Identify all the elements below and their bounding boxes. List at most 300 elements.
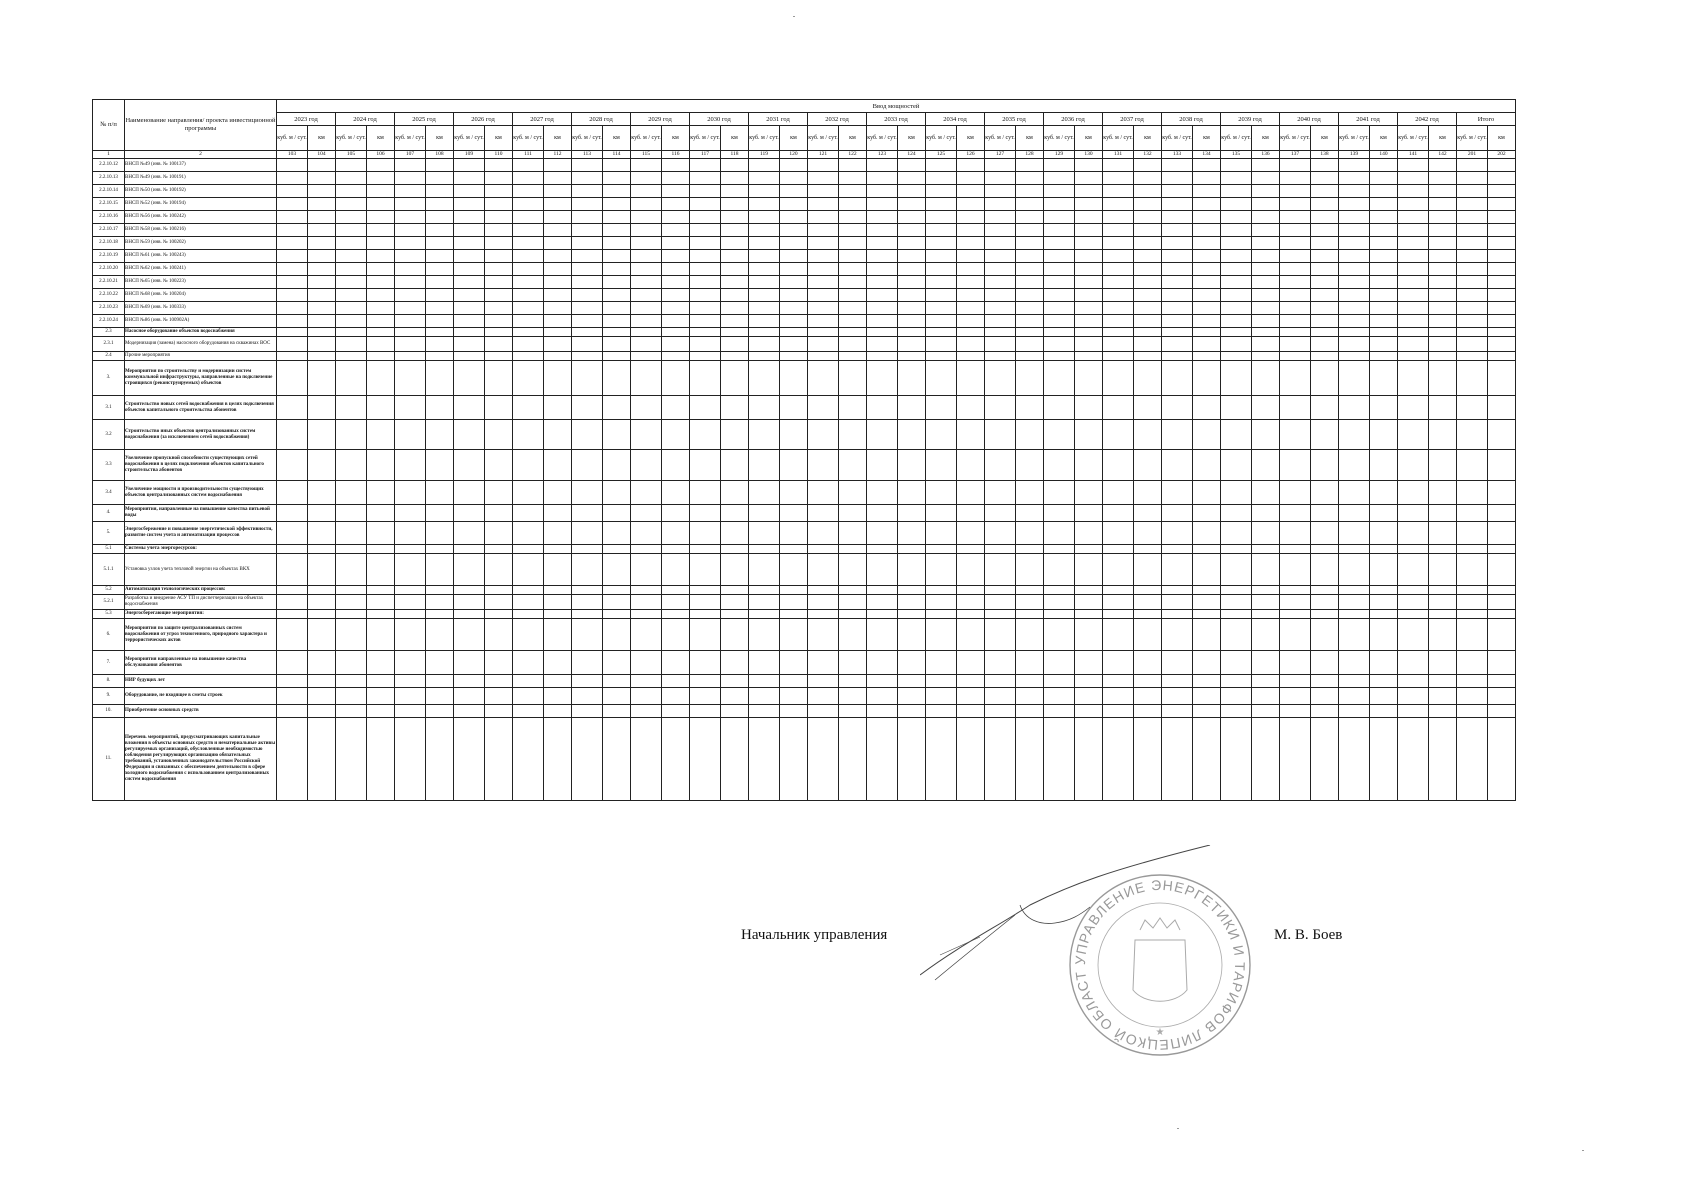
column-number: 116 (662, 151, 690, 159)
empty-cell (1075, 315, 1103, 328)
empty-cell (1457, 420, 1488, 450)
empty-cell (277, 237, 308, 250)
empty-cell (336, 586, 367, 595)
empty-cell (1075, 172, 1103, 185)
empty-cell (1103, 211, 1134, 224)
unit-header-m3: куб. м / сут. (867, 126, 898, 151)
empty-cell (513, 315, 544, 328)
column-header-capacity: Ввод мощностей (277, 100, 1516, 113)
empty-cell (839, 554, 867, 586)
unit-header-km: км (780, 126, 808, 151)
empty-cell (1457, 198, 1488, 211)
row-number: 5.2.1 (93, 595, 125, 610)
empty-cell (1103, 450, 1134, 481)
empty-cell (690, 481, 721, 505)
empty-cell (1252, 250, 1280, 263)
unit-header-m3: куб. м / сут. (572, 126, 603, 151)
empty-cell (1016, 675, 1044, 688)
empty-cell (1134, 211, 1162, 224)
empty-cell (1044, 159, 1075, 172)
empty-cell (1370, 505, 1398, 522)
empty-cell (1457, 224, 1488, 237)
empty-cell (1221, 554, 1252, 586)
empty-cell (277, 328, 308, 337)
empty-cell (1339, 337, 1370, 352)
empty-cell (1398, 586, 1429, 595)
empty-cell (808, 675, 839, 688)
column-number: 110 (485, 151, 513, 159)
empty-cell (1488, 185, 1516, 198)
empty-cell (1221, 481, 1252, 505)
empty-cell (454, 337, 485, 352)
empty-cell (957, 610, 985, 619)
empty-cell (426, 705, 454, 718)
empty-cell (1488, 651, 1516, 675)
empty-cell (544, 595, 572, 610)
row-number: 2.2.10.14 (93, 185, 125, 198)
empty-cell (1311, 337, 1339, 352)
empty-cell (1103, 237, 1134, 250)
empty-cell (808, 159, 839, 172)
empty-cell (336, 718, 367, 801)
empty-cell (839, 263, 867, 276)
empty-cell (308, 505, 336, 522)
empty-cell (1134, 289, 1162, 302)
empty-cell (485, 481, 513, 505)
empty-cell (1134, 185, 1162, 198)
empty-cell (957, 185, 985, 198)
empty-cell (1457, 302, 1488, 315)
empty-cell (926, 651, 957, 675)
signer-position: Начальник управления (741, 927, 888, 943)
empty-cell (1162, 302, 1193, 315)
empty-cell (426, 337, 454, 352)
empty-cell (926, 396, 957, 420)
empty-cell (985, 172, 1016, 185)
empty-cell (426, 420, 454, 450)
empty-cell (1280, 337, 1311, 352)
empty-cell (277, 302, 308, 315)
empty-cell (1370, 289, 1398, 302)
empty-cell (1162, 610, 1193, 619)
empty-cell (572, 211, 603, 224)
empty-cell (1370, 352, 1398, 361)
column-number: 109 (454, 151, 485, 159)
empty-cell (513, 420, 544, 450)
empty-cell (1075, 276, 1103, 289)
empty-cell (1488, 545, 1516, 554)
empty-cell (1457, 172, 1488, 185)
unit-header-m3: куб. м / сут. (926, 126, 957, 151)
empty-cell (1193, 185, 1221, 198)
empty-cell (926, 289, 957, 302)
column-number: 131 (1103, 151, 1134, 159)
column-number: 141 (1398, 151, 1429, 159)
empty-cell (662, 554, 690, 586)
empty-cell (749, 263, 780, 276)
year-header: 2026 год (454, 113, 513, 126)
empty-cell (1075, 522, 1103, 545)
empty-cell (1280, 172, 1311, 185)
empty-cell (513, 211, 544, 224)
empty-cell (631, 396, 662, 420)
empty-cell (336, 250, 367, 263)
column-number: 125 (926, 151, 957, 159)
table-row (93, 361, 1516, 396)
empty-cell (485, 586, 513, 595)
table-row (93, 595, 1516, 610)
empty-cell (808, 705, 839, 718)
empty-cell (1193, 263, 1221, 276)
empty-cell (426, 302, 454, 315)
empty-cell (1162, 172, 1193, 185)
empty-cell (1429, 586, 1457, 595)
column-number: 135 (1221, 151, 1252, 159)
empty-cell (839, 315, 867, 328)
empty-cell (544, 554, 572, 586)
empty-cell (454, 705, 485, 718)
empty-cell (985, 289, 1016, 302)
empty-cell (985, 361, 1016, 396)
empty-cell (1252, 450, 1280, 481)
empty-cell (1488, 505, 1516, 522)
empty-cell (426, 159, 454, 172)
empty-cell (808, 420, 839, 450)
column-number: 103 (277, 151, 308, 159)
year-header: 2025 год (395, 113, 454, 126)
empty-cell (662, 328, 690, 337)
column-number: 120 (780, 151, 808, 159)
empty-cell (308, 675, 336, 688)
empty-cell (395, 651, 426, 675)
empty-cell (721, 315, 749, 328)
empty-cell (721, 237, 749, 250)
empty-cell (1162, 337, 1193, 352)
empty-cell (1398, 361, 1429, 396)
svg-text:★: ★ (1155, 1027, 1165, 1038)
empty-cell (1193, 688, 1221, 705)
empty-cell (867, 396, 898, 420)
row-name: Энергосберегающие мероприятия: (125, 610, 277, 619)
empty-cell (631, 211, 662, 224)
empty-cell (721, 595, 749, 610)
empty-cell (1193, 586, 1221, 595)
year-header: 2030 год (690, 113, 749, 126)
empty-cell (1134, 328, 1162, 337)
empty-cell (1252, 481, 1280, 505)
empty-cell (898, 610, 926, 619)
empty-cell (572, 159, 603, 172)
empty-cell (985, 237, 1016, 250)
empty-cell (1016, 237, 1044, 250)
empty-cell (867, 651, 898, 675)
empty-cell (1162, 361, 1193, 396)
empty-cell (544, 675, 572, 688)
empty-cell (1252, 545, 1280, 554)
empty-cell (1280, 420, 1311, 450)
empty-cell (1252, 276, 1280, 289)
empty-cell (395, 352, 426, 361)
empty-cell (926, 276, 957, 289)
empty-cell (426, 315, 454, 328)
empty-cell (1252, 302, 1280, 315)
table-row (93, 352, 1516, 361)
empty-cell (395, 554, 426, 586)
empty-cell (454, 396, 485, 420)
empty-cell (367, 237, 395, 250)
empty-cell (1429, 361, 1457, 396)
empty-cell (749, 420, 780, 450)
empty-cell (957, 276, 985, 289)
column-header-number: № п/п (93, 100, 125, 151)
empty-cell (867, 675, 898, 688)
empty-cell (1429, 159, 1457, 172)
empty-cell (1016, 159, 1044, 172)
empty-cell (277, 337, 308, 352)
row-number: 9. (93, 688, 125, 705)
empty-cell (336, 315, 367, 328)
empty-cell (1016, 420, 1044, 450)
empty-cell (1103, 505, 1134, 522)
empty-cell (1398, 198, 1429, 211)
empty-cell (485, 610, 513, 619)
table-row (93, 586, 1516, 595)
empty-cell (395, 211, 426, 224)
empty-cell (485, 396, 513, 420)
empty-cell (749, 172, 780, 185)
empty-cell (780, 237, 808, 250)
row-name: Насосное оборудование объектов водоснабжения (125, 328, 277, 337)
empty-cell (631, 185, 662, 198)
empty-cell (1193, 302, 1221, 315)
empty-cell (926, 211, 957, 224)
empty-cell (1075, 420, 1103, 450)
empty-cell (1044, 481, 1075, 505)
empty-cell (1134, 420, 1162, 450)
empty-cell (513, 610, 544, 619)
empty-cell (336, 172, 367, 185)
empty-cell (1339, 328, 1370, 337)
empty-cell (631, 198, 662, 211)
row-name: ВНСП №86 (инв. № 100902А) (125, 315, 277, 328)
empty-cell (898, 554, 926, 586)
empty-cell (1134, 705, 1162, 718)
empty-cell (513, 705, 544, 718)
empty-cell (1134, 688, 1162, 705)
empty-cell (721, 396, 749, 420)
empty-cell (1252, 159, 1280, 172)
empty-cell (1162, 185, 1193, 198)
empty-cell (395, 481, 426, 505)
empty-cell (544, 610, 572, 619)
empty-cell (485, 705, 513, 718)
empty-cell (985, 586, 1016, 595)
empty-cell (544, 328, 572, 337)
empty-cell (426, 675, 454, 688)
empty-cell (721, 420, 749, 450)
empty-cell (1221, 688, 1252, 705)
row-name: Увеличение мощности и производительности существующих объектов централизованных систем водоснабжения (125, 481, 277, 505)
empty-cell (395, 337, 426, 352)
empty-cell (1457, 651, 1488, 675)
empty-cell (1280, 586, 1311, 595)
empty-cell (485, 224, 513, 237)
empty-cell (395, 545, 426, 554)
empty-cell (1429, 554, 1457, 586)
empty-cell (603, 545, 631, 554)
empty-cell (1280, 651, 1311, 675)
empty-cell (1280, 328, 1311, 337)
empty-cell (572, 420, 603, 450)
empty-cell (367, 396, 395, 420)
empty-cell (1398, 396, 1429, 420)
empty-cell (544, 361, 572, 396)
table-row (93, 619, 1516, 651)
empty-cell (1252, 522, 1280, 545)
empty-cell (898, 586, 926, 595)
empty-cell (749, 610, 780, 619)
empty-cell (690, 545, 721, 554)
empty-cell (780, 675, 808, 688)
empty-cell (1193, 211, 1221, 224)
empty-cell (1134, 224, 1162, 237)
empty-cell (839, 705, 867, 718)
empty-cell (572, 172, 603, 185)
empty-cell (454, 361, 485, 396)
unit-header-m3: куб. м / сут. (1044, 126, 1075, 151)
empty-cell (544, 705, 572, 718)
empty-cell (1311, 705, 1339, 718)
empty-cell (1488, 263, 1516, 276)
empty-cell (1193, 328, 1221, 337)
empty-cell (572, 505, 603, 522)
empty-cell (721, 481, 749, 505)
empty-cell (1044, 211, 1075, 224)
empty-cell (780, 172, 808, 185)
empty-cell (544, 211, 572, 224)
empty-cell (308, 522, 336, 545)
row-name: ВНСП №56 (инв. № 100242) (125, 211, 277, 224)
empty-cell (1252, 420, 1280, 450)
empty-cell (957, 420, 985, 450)
empty-cell (1044, 545, 1075, 554)
empty-cell (749, 276, 780, 289)
empty-cell (1252, 172, 1280, 185)
empty-cell (1311, 263, 1339, 276)
empty-cell (1252, 198, 1280, 211)
empty-cell (631, 595, 662, 610)
empty-cell (544, 302, 572, 315)
column-number: 127 (985, 151, 1016, 159)
empty-cell (308, 396, 336, 420)
empty-cell (1221, 352, 1252, 361)
row-name: ВНСП №68 (инв. № 100204) (125, 289, 277, 302)
empty-cell (1398, 289, 1429, 302)
empty-cell (780, 420, 808, 450)
row-name: Приобретение основных средств (125, 705, 277, 718)
empty-cell (454, 328, 485, 337)
empty-cell (572, 250, 603, 263)
table-row (93, 675, 1516, 688)
empty-cell (544, 450, 572, 481)
year-header: 2041 год (1339, 113, 1398, 126)
row-name: Модернизация (замена) насосного оборудования на скважинах ВОС (125, 337, 277, 352)
empty-cell (336, 522, 367, 545)
empty-cell (336, 595, 367, 610)
empty-cell (603, 481, 631, 505)
table-row (93, 688, 1516, 705)
empty-cell (1370, 302, 1398, 315)
empty-cell (1280, 302, 1311, 315)
table-row (93, 545, 1516, 554)
empty-cell (1162, 586, 1193, 595)
empty-cell (1075, 263, 1103, 276)
row-name: Прочие мероприятия (125, 352, 277, 361)
empty-cell (662, 718, 690, 801)
empty-cell (426, 198, 454, 211)
empty-cell (867, 545, 898, 554)
year-header: 2036 год (1044, 113, 1103, 126)
empty-cell (1221, 718, 1252, 801)
empty-cell (898, 211, 926, 224)
empty-cell (1016, 211, 1044, 224)
empty-cell (395, 505, 426, 522)
svg-text:УПРАВЛЕНИЕ ЭНЕРГЕТИКИ И ТАРИФО: УПРАВЛЕНИЕ ЭНЕРГЕТИКИ И ТАРИФОВ ЛИПЕЦКОЙ ОБЛАСТ (1071, 876, 1249, 1054)
empty-cell (1280, 522, 1311, 545)
row-number: 2.2.10.22 (93, 289, 125, 302)
empty-cell (485, 554, 513, 586)
empty-cell (780, 505, 808, 522)
empty-cell (277, 688, 308, 705)
empty-cell (544, 237, 572, 250)
empty-cell (1193, 337, 1221, 352)
table-row (93, 237, 1516, 250)
empty-cell (1370, 705, 1398, 718)
unit-header-m3: куб. м / сут. (985, 126, 1016, 151)
empty-cell (277, 289, 308, 302)
empty-cell (898, 263, 926, 276)
unit-header-km: км (1016, 126, 1044, 151)
empty-cell (957, 554, 985, 586)
empty-cell (485, 250, 513, 263)
empty-cell (985, 185, 1016, 198)
empty-cell (1016, 337, 1044, 352)
empty-cell (277, 554, 308, 586)
empty-cell (1134, 522, 1162, 545)
empty-cell (277, 263, 308, 276)
empty-cell (1488, 675, 1516, 688)
empty-cell (808, 610, 839, 619)
empty-cell (1339, 705, 1370, 718)
empty-cell (808, 250, 839, 263)
empty-cell (721, 172, 749, 185)
empty-cell (426, 328, 454, 337)
empty-cell (957, 450, 985, 481)
empty-cell (395, 198, 426, 211)
empty-cell (1075, 554, 1103, 586)
empty-cell (485, 522, 513, 545)
empty-cell (985, 420, 1016, 450)
empty-cell (1280, 554, 1311, 586)
empty-cell (336, 705, 367, 718)
empty-cell (780, 545, 808, 554)
empty-cell (1311, 224, 1339, 237)
empty-cell (749, 289, 780, 302)
empty-cell (631, 619, 662, 651)
empty-cell (454, 688, 485, 705)
empty-cell (603, 522, 631, 545)
empty-cell (749, 586, 780, 595)
